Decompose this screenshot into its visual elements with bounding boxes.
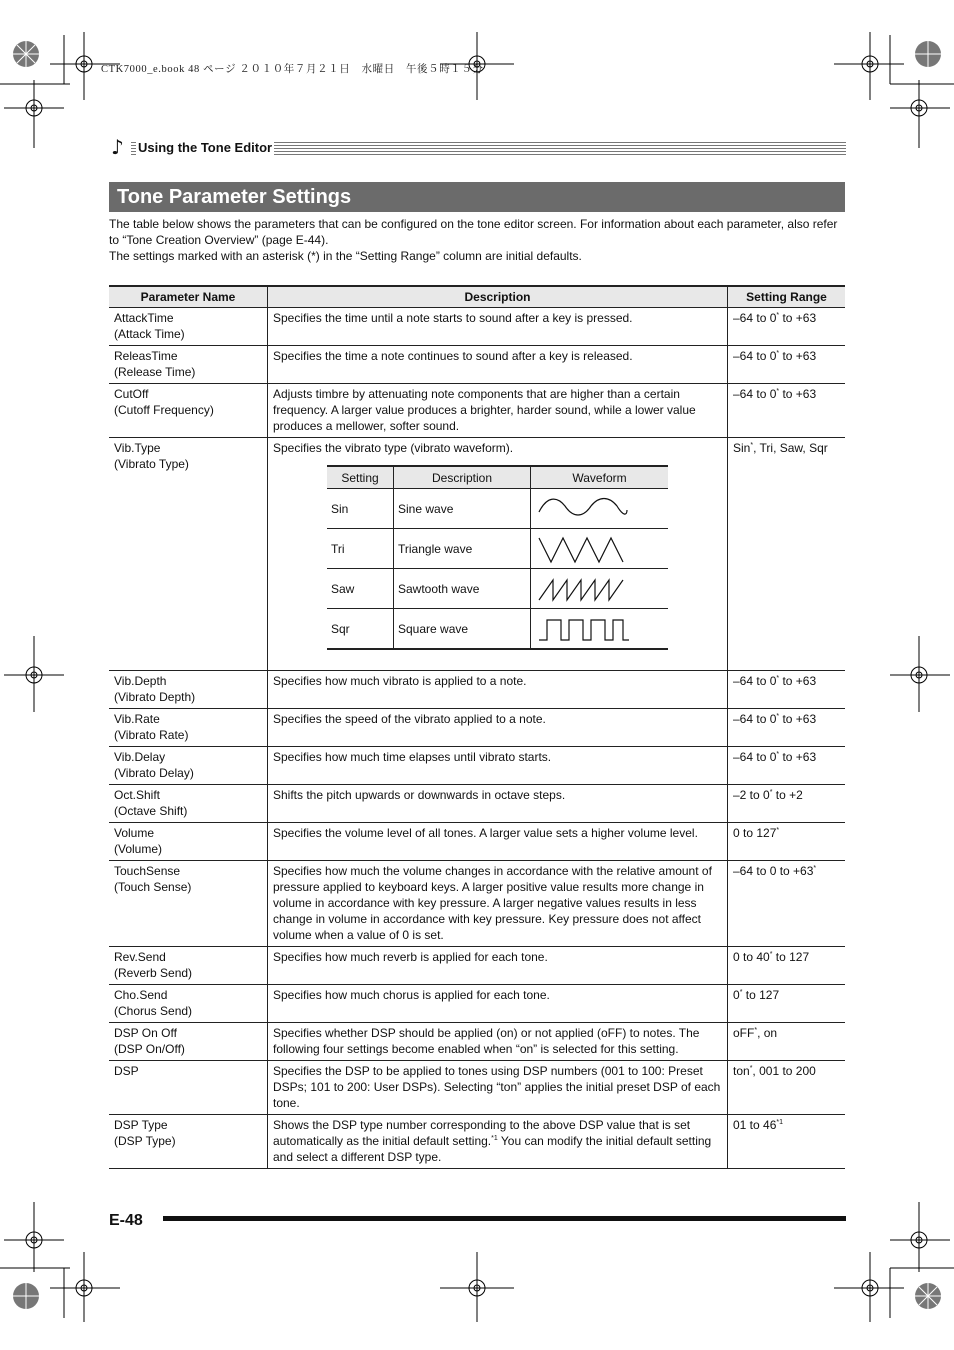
table-row xyxy=(109,1023,845,1061)
header-parameter-name: Parameter Name xyxy=(109,286,268,308)
table-row xyxy=(109,985,845,1023)
parameter-name: DSP On Off xyxy=(114,1026,177,1040)
parameter-name: TouchSense xyxy=(114,864,181,878)
parameter-name: Vib.Type xyxy=(114,441,161,455)
table-row xyxy=(109,709,845,747)
parameter-name-cell xyxy=(109,861,268,947)
music-note-icon: ♪ xyxy=(111,135,124,159)
parameter-name-cell xyxy=(109,346,268,384)
table-row xyxy=(109,747,845,785)
setting-range: –64 to 0* to +63 xyxy=(733,349,817,363)
setting-range: Sin*, Tri, Saw, Sqr xyxy=(733,441,828,455)
vibrato-row xyxy=(327,609,668,650)
description-cell xyxy=(268,861,728,947)
parameter-full-name: (Vibrato Rate) xyxy=(114,728,189,742)
parameter-name-cell xyxy=(109,709,268,747)
vibrato-description: Triangle wave xyxy=(394,529,531,569)
parameter-name-cell xyxy=(109,384,268,438)
setting-range: ton*, 001 to 200 xyxy=(733,1064,816,1078)
parameter-name: Vib.Depth xyxy=(114,674,167,688)
table-row xyxy=(109,861,845,947)
parameter-full-name: (Reverb Send) xyxy=(114,966,193,980)
setting-range: –64 to 0* to +63 xyxy=(733,674,817,688)
parameter-full-name: (Release Time) xyxy=(114,365,196,379)
description-cell xyxy=(268,747,728,785)
vibrato-setting: Saw xyxy=(327,569,394,609)
parameter-description: Shows the DSP type number corresponding to the above DSP value that is set automatically as the initial default setting.$^{*1}$ You can modify the initial default setting and select a different DSP type. xyxy=(273,1118,712,1164)
setting-range-cell xyxy=(728,861,846,947)
table-row xyxy=(109,1061,845,1115)
parameter-description: Specifies how much chorus is applied for each tone. xyxy=(273,988,550,1002)
page-title: Tone Parameter Settings xyxy=(117,186,352,208)
square-waveform-icon xyxy=(531,609,669,650)
description-cell xyxy=(268,947,728,985)
table-row xyxy=(109,823,845,861)
intro-line-2: The settings marked with an asterisk (*) in the “Setting Range” column are initial defaults. xyxy=(109,249,582,263)
vibrato-description: Sine wave xyxy=(394,489,531,529)
setting-range: –64 to 0* to +63 xyxy=(733,311,817,325)
setting-range-cell xyxy=(728,1061,846,1115)
parameter-name-cell xyxy=(109,671,268,709)
parameter-description: Specifies whether DSP should be applied (on) or not applied (oFF) to notes. The following four settings become enabled when “on” is selected for this setting. xyxy=(273,1026,700,1056)
parameter-name: Vib.Delay xyxy=(114,750,166,764)
setting-range: 0 to 40* to 127 xyxy=(733,950,810,964)
description-cell xyxy=(268,1023,728,1061)
vibrato-header-description: Description xyxy=(394,466,531,489)
setting-range: oFF*, on xyxy=(733,1026,778,1040)
parameter-full-name: (DSP On/Off) xyxy=(114,1042,185,1056)
setting-range-cell xyxy=(728,985,846,1023)
sine-waveform-icon xyxy=(531,489,669,529)
setting-range-cell xyxy=(728,823,846,861)
vibrato-description: Sawtooth wave xyxy=(394,569,531,609)
parameter-full-name: (Attack Time) xyxy=(114,327,185,341)
parameter-description: Specifies the time until a note starts to sound after a key is pressed. xyxy=(273,311,633,325)
parameter-table xyxy=(109,285,845,1169)
description-cell xyxy=(268,823,728,861)
description-cell xyxy=(268,308,728,346)
table-row xyxy=(109,1115,845,1169)
description-cell xyxy=(268,438,728,671)
parameter-name-cell xyxy=(109,438,268,671)
setting-range: –64 to 0 to +63* xyxy=(733,864,817,878)
parameter-name: DSP xyxy=(114,1064,139,1078)
setting-range-cell xyxy=(728,671,846,709)
description-cell xyxy=(268,1061,728,1115)
vibrato-header-waveform: Waveform xyxy=(531,466,669,489)
parameter-name-cell xyxy=(109,1115,268,1169)
parameter-name-cell xyxy=(109,985,268,1023)
setting-range: –64 to 0* to +63 xyxy=(733,750,817,764)
note-box xyxy=(109,137,131,159)
parameter-description: Specifies how much time elapses until vibrato starts. xyxy=(273,750,552,764)
setting-range: –64 to 0* to +63 xyxy=(733,387,817,401)
parameter-description: Specifies the DSP to be applied to tones using DSP numbers (001 to 100: Preset DSPs; 101 to 200: User DSPs). Selecting “ton” applies the initial preset DSP of each tone. xyxy=(273,1064,721,1110)
setting-range-cell xyxy=(728,785,846,823)
parameter-name: AttackTime xyxy=(114,311,174,325)
parameter-description: Specifies the speed of the vibrato applied to a note. xyxy=(273,712,546,726)
parameter-full-name: (Vibrato Delay) xyxy=(114,766,194,780)
parameter-description: Specifies the vibrato type (vibrato waveform). xyxy=(273,441,514,455)
parameter-full-name: (DSP Type) xyxy=(114,1134,176,1148)
parameter-full-name: (Touch Sense) xyxy=(114,880,192,894)
table-row xyxy=(109,785,845,823)
description-cell xyxy=(268,384,728,438)
parameter-name: Oct.Shift xyxy=(114,788,161,802)
page-title-bar xyxy=(109,182,845,212)
parameter-name: Rev.Send xyxy=(114,950,166,964)
setting-range: 01 to 46$^{*1}$ xyxy=(733,1118,783,1132)
parameter-description: Specifies the volume level of all tones. A larger value sets a higher volume level. xyxy=(273,826,698,840)
parameter-name: ReleasTime xyxy=(114,349,178,363)
description-cell xyxy=(268,709,728,747)
vibrato-row xyxy=(327,569,668,609)
parameter-name-cell xyxy=(109,947,268,985)
parameter-full-name: (Chorus Send) xyxy=(114,1004,193,1018)
description-cell xyxy=(268,671,728,709)
vibrato-type-table xyxy=(327,465,668,650)
page-number: E-48 xyxy=(109,1212,143,1229)
vibrato-header-setting: Setting xyxy=(327,466,394,489)
vibrato-row xyxy=(327,529,668,569)
vibrato-description: Square wave xyxy=(394,609,531,650)
print-slug: CTK7000_e.book 48 ページ ２０１０年７月２１日 水曜日 午後５時１５分 xyxy=(101,64,484,75)
parameter-name-cell xyxy=(109,823,268,861)
parameter-full-name: (Cutoff Frequency) xyxy=(114,403,214,417)
parameter-description: Specifies how much vibrato is applied to a note. xyxy=(273,674,527,688)
setting-range-cell xyxy=(728,438,846,671)
vibrato-setting: Sqr xyxy=(327,609,394,650)
vibrato-header-row xyxy=(327,466,668,489)
parameter-name-cell xyxy=(109,747,268,785)
parameter-full-name: (Vibrato Depth) xyxy=(114,690,196,704)
section-title: Using the Tone Editor xyxy=(138,140,273,155)
parameter-description: Specifies how much the volume changes in accordance with the relative amount of pressure applied to keyboard keys. A larger positive value results more change in volume in accordance with key pressure. A larger negative values results in less change in volume in accordance with key pressure. Key pressure does not affect volume when a value of 0 is set. xyxy=(273,864,712,942)
parameter-name-cell xyxy=(109,1023,268,1061)
setting-range-cell xyxy=(728,947,846,985)
intro-line-1: The table below shows the parameters that can be configured on the tone editor screen. For information about each parameter, also refer to “Tone Creation Overview” (page E-44). xyxy=(109,217,838,247)
setting-range-cell xyxy=(728,709,846,747)
table-row xyxy=(109,384,845,438)
table-row xyxy=(109,671,845,709)
parameter-name-cell xyxy=(109,308,268,346)
setting-range-cell xyxy=(728,308,846,346)
table-row xyxy=(109,346,845,384)
table-row xyxy=(109,308,845,346)
footer-rule xyxy=(163,1216,846,1221)
setting-range-cell xyxy=(728,747,846,785)
sawtooth-waveform-icon xyxy=(531,569,669,609)
parameter-name: Vib.Rate xyxy=(114,712,160,726)
parameter-description: Shifts the pitch upwards or downwards in octave steps. xyxy=(273,788,566,802)
table-row xyxy=(109,947,845,985)
parameter-full-name: (Octave Shift) xyxy=(114,804,188,818)
intro-text xyxy=(109,216,849,264)
setting-range: –64 to 0* to +63 xyxy=(733,712,817,726)
setting-range-cell xyxy=(728,384,846,438)
table-body xyxy=(109,308,845,1169)
parameter-full-name: (Vibrato Type) xyxy=(114,457,189,471)
parameter-description: Specifies how much reverb is applied for each tone. xyxy=(273,950,548,964)
description-cell xyxy=(268,346,728,384)
setting-range: 0* to 127 xyxy=(733,988,780,1002)
parameter-name: CutOff xyxy=(114,387,149,401)
parameter-name-cell xyxy=(109,785,268,823)
setting-range-cell xyxy=(728,1023,846,1061)
triangle-waveform-icon xyxy=(531,529,669,569)
description-cell xyxy=(268,1115,728,1169)
header-setting-range: Setting Range xyxy=(728,286,846,308)
setting-range: –2 to 0* to +2 xyxy=(733,788,803,802)
description-cell xyxy=(268,985,728,1023)
table-header-row xyxy=(109,286,845,308)
parameter-name-cell xyxy=(109,1061,268,1115)
parameter-description: Specifies the time a note continues to sound after a key is released. xyxy=(273,349,633,363)
vibrato-setting: Tri xyxy=(327,529,394,569)
setting-range-cell xyxy=(728,346,846,384)
parameter-name: Volume xyxy=(114,826,155,840)
description-cell xyxy=(268,785,728,823)
setting-range: 0 to 127* xyxy=(733,826,780,840)
parameter-name: Cho.Send xyxy=(114,988,168,1002)
parameter-full-name: (Volume) xyxy=(114,842,163,856)
section-header xyxy=(109,137,846,159)
parameter-description: Adjusts timbre by attenuating note components that are higher than a certain frequency. A larger value produces a brighter, harder sound, while a lower value produces a mellower, softer sound. xyxy=(273,387,696,433)
header-description: Description xyxy=(268,286,728,308)
table-row xyxy=(109,438,845,671)
setting-range-cell xyxy=(728,1115,846,1169)
vibrato-row xyxy=(327,489,668,529)
parameter-name: DSP Type xyxy=(114,1118,168,1132)
vibrato-setting: Sin xyxy=(327,489,394,529)
